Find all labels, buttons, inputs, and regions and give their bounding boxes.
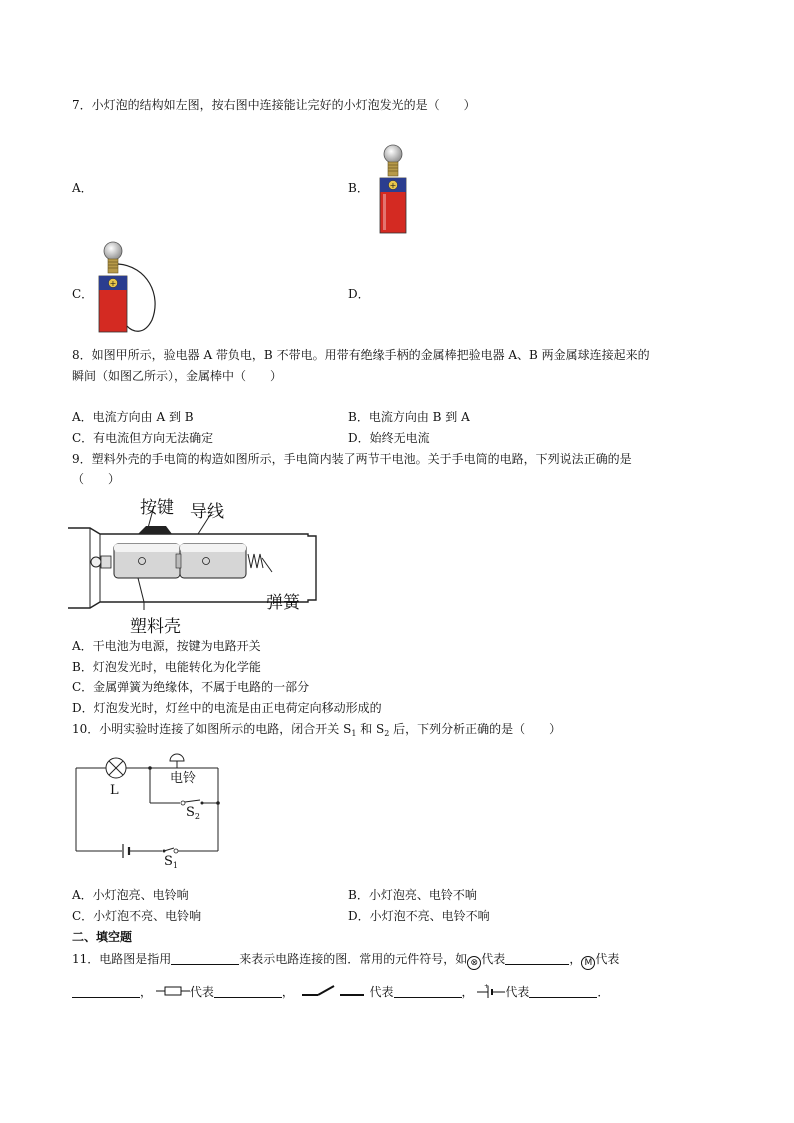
q11-part9: 代表 <box>369 985 394 999</box>
q10-stem-sub2: 2 <box>384 729 390 738</box>
svg-text:+: + <box>389 181 397 190</box>
q11-blank-5[interactable] <box>394 985 462 998</box>
q8-option-a[interactable]: A．电流方向由 A 到 B <box>72 410 194 424</box>
q7-option-c[interactable]: C． <box>72 287 94 301</box>
lamp-symbol-icon: ⊗ <box>467 956 481 970</box>
bulb-glass-icon <box>384 145 402 163</box>
q11-line1 <box>72 951 619 970</box>
switch-s2-icon <box>185 800 200 802</box>
q11-part2: 来表示电路连接的图．常用的元件符号，如 <box>239 952 468 966</box>
motor-symbol-icon: M <box>581 956 595 970</box>
q10-stem-a: 10．小明实验时连接了如图所示的电路，闭合开关 S <box>72 722 352 736</box>
q9-stem-line2: （ ） <box>72 472 121 486</box>
q11-blank-6[interactable] <box>529 985 597 998</box>
q10-option-b[interactable]: B．小灯泡亮、电铃不响 <box>348 888 477 902</box>
section-2-title: 二、填空题 <box>72 930 133 944</box>
svg-text:+: + <box>484 983 490 990</box>
q9-label-button: 按键 <box>140 498 174 518</box>
q10-option-c[interactable]: C．小灯泡不亮、电铃响 <box>72 909 202 923</box>
q7-stem: 7．小灯泡的结构如左图，按右图中连接能让完好的小灯泡发光的是（ ） <box>72 98 476 112</box>
q9-stem-line1: 9．塑料外壳的手电筒的构造如图所示，手电筒内装了两节干电池。关于手电筒的电路，下列说法正确的是 <box>72 452 632 466</box>
q9-option-b[interactable]: B．灯泡发光时，电能转化为化学能 <box>72 660 261 674</box>
q8-option-c[interactable]: C．有电流但方向无法确定 <box>72 431 214 445</box>
q10-label-s2-letter: S <box>186 805 195 820</box>
q8-stem-line2: 瞬间（如图乙所示），金属棒中（ ） <box>72 369 283 383</box>
q9-label-shell: 塑料壳 <box>130 617 181 637</box>
q10-label-s1 <box>164 854 178 870</box>
q8-option-d[interactable]: D．始终无电流 <box>348 431 430 445</box>
q11-part3: 代表 <box>481 952 506 966</box>
q11-part4: ， <box>569 952 582 966</box>
q11-blank-2[interactable] <box>505 952 569 965</box>
q10-stem-c: 后，下列分析正确的是（ ） <box>389 722 562 736</box>
q11-part1: 11．电路图是指用 <box>72 952 172 966</box>
q11-part12: ． <box>597 985 610 999</box>
q9-option-a[interactable]: A．干电池为电源，按键为电路开关 <box>72 639 261 653</box>
q8-stem-line1: 8．如图甲所示，验电器 A 带负电，B 不带电。用带有绝缘手柄的金属棒把验电器 A、B 两金属球连接起来的 <box>72 348 650 362</box>
bulb-icon <box>91 557 101 567</box>
q10-label-lamp: L <box>110 783 119 798</box>
q11-part6: ， <box>140 985 153 999</box>
q7-option-c-image <box>92 240 164 336</box>
bulb-base-icon <box>108 259 118 273</box>
switch-button-icon <box>138 526 172 534</box>
q9-label-spring: 弹簧 <box>266 593 300 613</box>
q10-label-s2-sub: 2 <box>194 812 200 821</box>
q11-blank-1[interactable] <box>171 952 239 965</box>
q10-option-a[interactable]: A．小灯泡亮、电铃响 <box>72 888 189 902</box>
svg-text:+: + <box>109 279 117 288</box>
q10-label-bell: 电铃 <box>170 771 197 786</box>
q10-stem <box>72 721 561 742</box>
q10-stem-sub1: 1 <box>351 729 357 738</box>
q11-part5: 代表 <box>595 952 620 966</box>
q11-part11: 代表 <box>505 985 530 999</box>
q8-option-b[interactable]: B．电流方向由 B 到 A <box>348 410 470 424</box>
q7-option-b-image <box>374 142 414 236</box>
q11-part8: ， <box>281 985 294 999</box>
battery-symbol-icon <box>477 983 505 999</box>
q7-option-a[interactable]: A． <box>72 181 93 195</box>
switch-s1-icon <box>164 848 174 851</box>
q9-label-wire: 导线 <box>190 502 224 522</box>
q11-part7: 代表 <box>189 985 214 999</box>
resistor-symbol-icon <box>156 985 190 997</box>
q7-option-d[interactable]: D． <box>348 287 370 301</box>
q11-blank-3[interactable] <box>72 985 140 998</box>
q9-option-c[interactable]: C．金属弹簧为绝缘体，不属于电路的一部分 <box>72 680 310 694</box>
bulb-glass-icon <box>104 242 122 260</box>
q11-part10: ， <box>461 985 474 999</box>
q10-circuit-figure <box>70 748 230 868</box>
q10-label-s2 <box>186 805 200 821</box>
q10-label-s1-sub: 1 <box>172 861 178 870</box>
q10-stem-b: 和 S <box>356 722 385 736</box>
q11-blank-4[interactable] <box>214 985 282 998</box>
q9-option-d[interactable]: D．灯泡发光时，灯丝中的电流是由正电荷定向移动形成的 <box>72 701 382 715</box>
q7-option-b[interactable]: B． <box>348 181 369 195</box>
q11-line2 <box>72 983 609 1000</box>
switch-symbol-icon <box>302 984 366 998</box>
q10-label-s1-letter: S <box>164 854 173 869</box>
q10-option-d[interactable]: D．小灯泡不亮、电铃不响 <box>348 909 490 923</box>
spring-icon <box>248 554 263 568</box>
bulb-base-icon <box>388 162 398 176</box>
bell-icon <box>170 754 184 761</box>
